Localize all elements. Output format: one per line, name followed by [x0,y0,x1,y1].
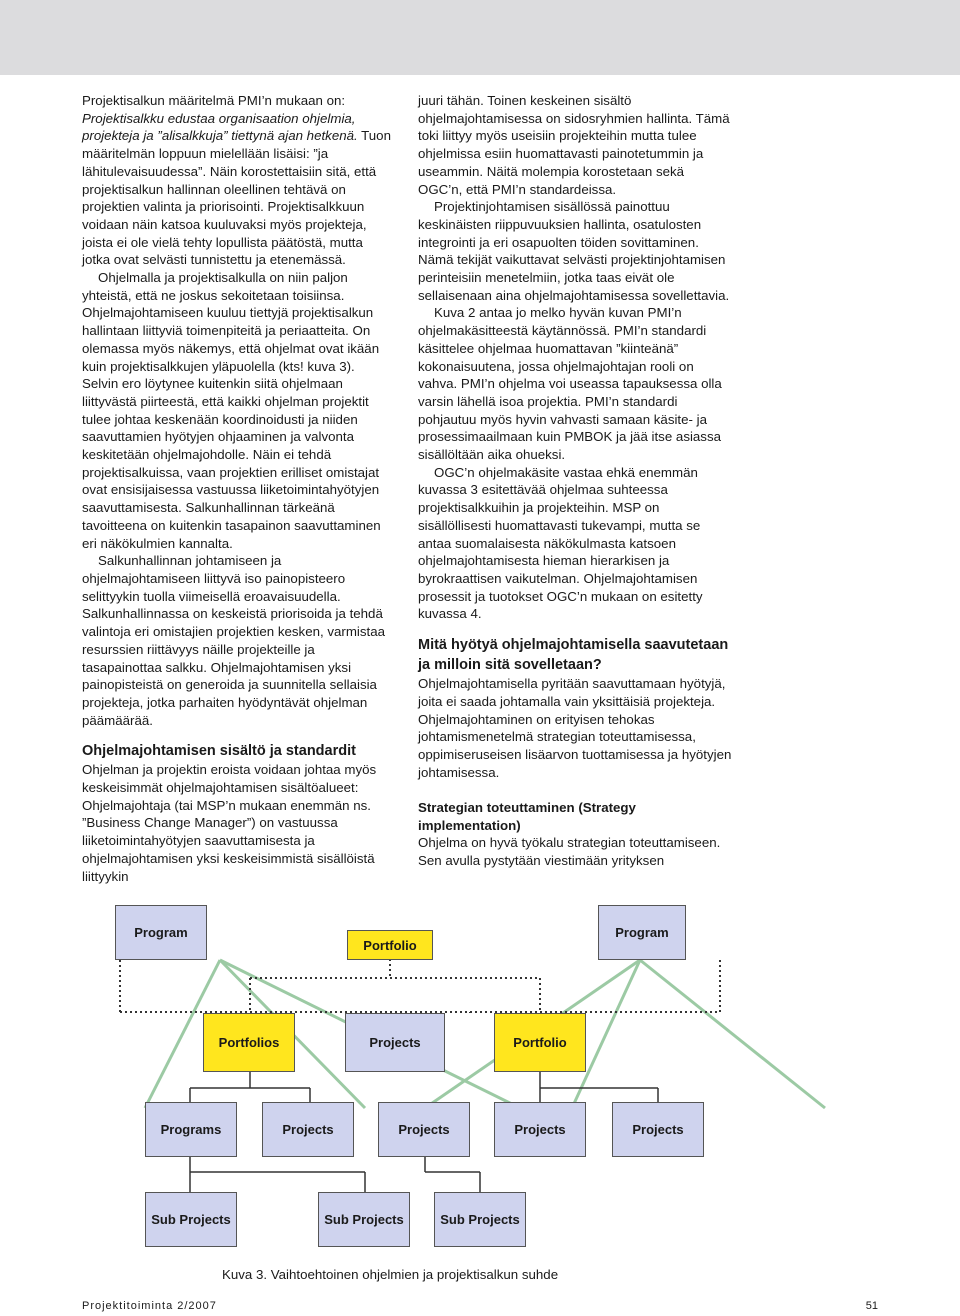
subsection-heading: Strategian toteuttaminen (Strategy implementation) [418,800,636,833]
paragraph: OGC’n ohjelmakäsite vastaa ehkä enemmän kuvassa 3 esitettävää ohjelmaa suhteessa projektisalkkuihin ja projekteihin. MSP on sisällöllisesti huomattavasti tukevampi, mutta se antaa suomalaisesta näkökulmasta katsoen ohjelmajohtamisesta hieman hierarkisen ja byrokraattisen vaikutelman. Ohjelmajohtamisen prosessit ja tuotokset OGC’n mukaan on esitetty kuvassa 4. [418,464,703,622]
sub-projects-box-3: Sub Projects [434,1192,526,1247]
projects-box-row2-1: Projects [262,1102,354,1157]
portfolios-box: Portfolios [203,1013,295,1072]
portfolio-box-right: Portfolio [494,1013,586,1072]
paragraph: Projektinjohtamisen sisällössä painottuu keskinäisten riippuvuuksien hallinta, osatulosten integrointi ja eri osapuolten töiden sovittaminen. Nämä tekijät vaikuttavat selvästi projektinjohtamisen perinteisiin menetelmiin, jotka taas eivät ole sellaisenaan aina ohjelmajohtamisessa sovellettavia. [418,199,730,303]
right-text-column [418,92,732,870]
program-box-right: Program [598,905,686,960]
section-heading: Mitä hyötyä ohjelmajohtamisella saavutetaan ja milloin sitä sovelletaan? [418,637,729,674]
projects-box-row2-3: Projects [494,1102,586,1157]
program-box-left: Program [115,905,207,960]
projects-box-row2-4: Projects [612,1102,704,1157]
footer-publication: Projektitoiminta 2/2007 [82,1300,217,1312]
programs-box: Programs [145,1102,237,1157]
top-gray-band [0,0,960,75]
portfolio-box-top: Portfolio [347,930,433,960]
paragraph: Ohjelman ja projektin eroista voidaan johtaa myös keskeisimmät ohjelmajohtamisen sisältöalueet: Ohjelmajohtaja (tai MSP’n mukaan enemmän ns. ”Business Change Manager”) on vastuussa liiketoimintahyötyjen saavuttamisesta ja ohjelmajohtamisen yksi keskeisimmistä sisällöistä liittyykin [82,762,377,884]
connector-line [640,960,825,1108]
page-number: 51 [865,1300,878,1312]
paragraph: Salkunhallinnan johtamiseen ja ohjelmajohtamiseen liittyvä iso painopisteero selittyykin tuolla viimeisellä eroavaisuudella. Salkunhallinnassa on keskeistä priorisoida ja tehdä valintoja eri omistajien projektien kesken, varmistaa resurssien riittävyys näille projekteille ja tasapainottaa salkku. Ohjelmajohtamisen yksi painopisteistä on generoida ja suunnitella sellaisia projekteja, jotka parhaiten hyödyntävät ohjelman päämäärää. [82,553,386,728]
paragraph: juuri tähän. Toinen keskeinen sisältö ohjelmajohtamisessa on sidosryhmien hallinta. Tämä toki liittyy myös useisiin projekteihin mutta tulee ohjelmissa esiin huomattavasti painotetummin ja useammin. Näitä molempia korostetaan sekä OGC’n, että PMI’n standardeissa. [418,93,730,197]
definition-quote: Projektisalkku edustaa organisaation ohjelmia, projekteja ja ”alisalkkuja” tiettynä ajan hetkenä. [82,110,358,144]
paragraph: Ohjelma on hyvä työkalu strategian toteuttamiseen. Sen avulla pystytään viestimään yrityksen [418,835,721,869]
paragraph: Ohjelmalla ja projektisalkulla on niin paljon yhteistä, että ne joskus sekoitetaan toisiinsa. Ohjelmajohtamiseen kuuluu tiettyjä projektisalkun hallintaan liittyviä toimenpiteitä ja periaatteita. On olemassa myös näkemys, että ohjelmat ovat ikään kuin projektisalkkujen yläpuolella (kts! kuva 3). Selvin ero löytynee kuitenkin siitä ohjelmaan liittyvästä piirteestä, että kaikki ohjelman projektit tulee johtaa keskenään koordinoidusti ja niiden saavuttamien hyötyjen ohjaaminen ja valvonta keskitetään ohjelmajohdolle. Näin ei tehdä projektisalkuissa, vaan projektien erilliset omistajat ovat ensisijaisessa vastuussa liiketoimintahyötyjen saavuttamisesta. Salkunhallinnan tärkeänä tavoitteena on kuitenkin tasapainon saavuttaminen eri näkökulmien kannalta. [82,270,381,551]
paragraph: Projektisalkun määritelmä PMI’n mukaan on: Projektisalkku edustaa organisaation ohjelmia, projekteja ja ”alisalkkuja” tiettynä ajan hetkenä. Tuon määritelmän loppuun mielellään lisäisi: ”ja lähitulevaisuudessa”. Näin korostettaisiin sitä, että projektisalkun hallinnan oleellinen tehtävä on projektien valinta ja priorisointi. Projektisalkkuun voidaan näin katsoa kuuluvaksi myös projekteja, joista ei ole vielä tehty lopullista päätöstä, mutta jotka ovat selvästi tunnistettu ja etenemässä. [82,93,391,268]
left-text-column [82,92,394,885]
paragraph: Ohjelmajohtamisella pyritään saavuttamaan hyötyjä, joita ei saada johtamalla vain yksittäisiä projekteja. Ohjelmajohtaminen on erityisen tehokas johtamismenetelmä strategian toteuttamisessa, oppimiseruseisen lisäarvon tuottamisessa ja hyötyjen johtamisessa. [418,676,732,780]
projects-box-row2-2: Projects [378,1102,470,1157]
sub-projects-box-2: Sub Projects [318,1192,410,1247]
hierarchy-diagram [0,890,960,1260]
figure-caption: Kuva 3. Vaihtoehtoinen ohjelmien ja projektisalkun suhde [222,1267,559,1282]
projects-box-mid: Projects [345,1013,445,1072]
sub-projects-box-1: Sub Projects [145,1192,237,1247]
paragraph: Kuva 2 antaa jo melko hyvän kuvan PMI’n ohjelmakäsitteestä käytännössä. PMI’n standardi käsittelee ohjelmaa huomattavan ”kiinteänä” kokonaisuutena, jossa ohjelmajohtajan rooli on vahva. PMI’n ohjelma voi useassa tapauksessa olla varsin lähellä isoa projektia. PMI’n standardi pohjautuu myös hyvin vahvasti samaan käsite- ja prosessimaailmaan kuin PMBOK ja jää itse asiassa sisällöltään aika ohueksi. [418,305,722,463]
section-heading: Ohjelmajohtamisen sisältö ja standardit [82,743,356,760]
